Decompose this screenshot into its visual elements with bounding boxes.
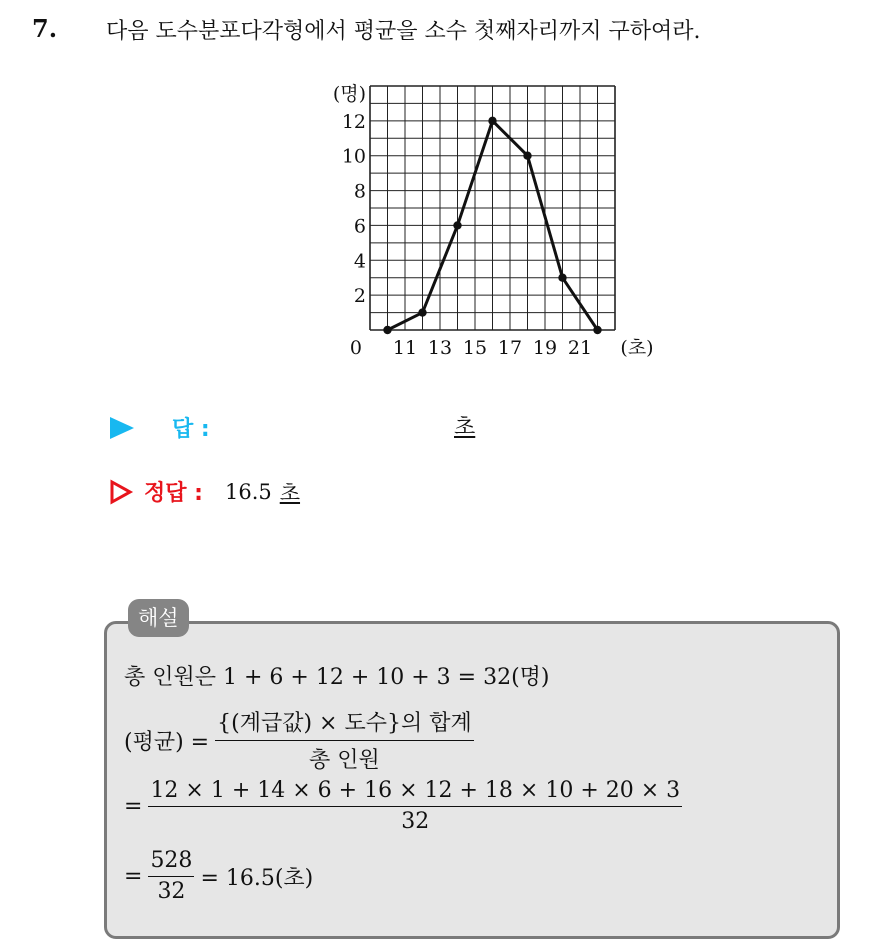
fraction-denominator: 32 xyxy=(401,809,430,834)
x-tick-label: 21 xyxy=(567,337,593,359)
data-point xyxy=(558,274,566,282)
answer-row xyxy=(110,412,210,443)
data-point xyxy=(523,152,531,160)
correct-answer-value: 16.5 xyxy=(224,479,272,504)
x-axis-label: (초) xyxy=(620,337,654,359)
x-tick-label: 11 xyxy=(392,337,418,359)
result-value: = 16.5(초) xyxy=(200,865,314,891)
y-tick-label: 8 xyxy=(353,180,366,203)
outline-triangle-icon xyxy=(110,480,132,504)
explanation-line-1: 총 인원은 1 + 6 + 12 + 10 + 3 = 32(명) xyxy=(124,665,550,690)
y-tick-label: 4 xyxy=(353,250,366,273)
x-tick-label: 13 xyxy=(427,337,453,359)
y-tick-label: 6 xyxy=(353,215,366,238)
y-tick-label: 2 xyxy=(353,285,366,308)
explanation-tag: 해설 xyxy=(128,599,189,637)
correct-answer-row xyxy=(110,476,300,507)
equals-sign: = xyxy=(124,793,143,819)
x-tick-label: 19 xyxy=(532,337,558,359)
y-axis-label: (명) xyxy=(332,83,366,105)
explanation-line-4 xyxy=(124,848,313,904)
explanation-line-3 xyxy=(124,778,688,834)
question-number: 7. xyxy=(32,14,58,43)
fraction-numerator: {(계급값) × 도수}의 합계 xyxy=(215,706,474,741)
question-text: 다음 도수분포다각형에서 평균을 소수 첫째자리까지 구하여라. xyxy=(106,19,701,44)
correct-answer-label: 정답 : xyxy=(144,481,203,506)
fraction-numerator: 528 xyxy=(148,848,194,877)
answer-unit: 초 xyxy=(454,415,476,440)
x-tick-label: 17 xyxy=(497,337,523,359)
fraction-denominator: 32 xyxy=(157,879,186,904)
fraction-denominator: 총 인원 xyxy=(309,748,380,773)
data-point xyxy=(383,326,391,334)
mean-label: (평균) = xyxy=(124,729,210,755)
sum-fraction xyxy=(148,778,682,834)
data-point xyxy=(418,308,426,316)
data-point xyxy=(593,326,601,334)
data-point xyxy=(453,221,461,229)
y-tick-label: 12 xyxy=(341,110,366,133)
answer-label: 답 : xyxy=(172,417,210,442)
correct-answer-unit: 초 xyxy=(279,480,301,505)
explanation-line-2 xyxy=(124,706,480,774)
fraction-numerator: 12 × 1 + 14 × 6 + 16 × 12 + 18 × 10 + 20 × 3 xyxy=(148,778,682,807)
y-tick-label: 10 xyxy=(341,145,366,168)
play-triangle-icon xyxy=(110,417,134,439)
x-tick-label: 15 xyxy=(462,337,488,359)
frequency-polygon-chart xyxy=(318,78,654,368)
mean-formula-fraction xyxy=(215,706,474,774)
result-fraction xyxy=(148,848,194,904)
origin-label: 0 xyxy=(349,337,362,359)
equals-sign: = xyxy=(124,863,143,889)
data-point xyxy=(488,117,496,125)
